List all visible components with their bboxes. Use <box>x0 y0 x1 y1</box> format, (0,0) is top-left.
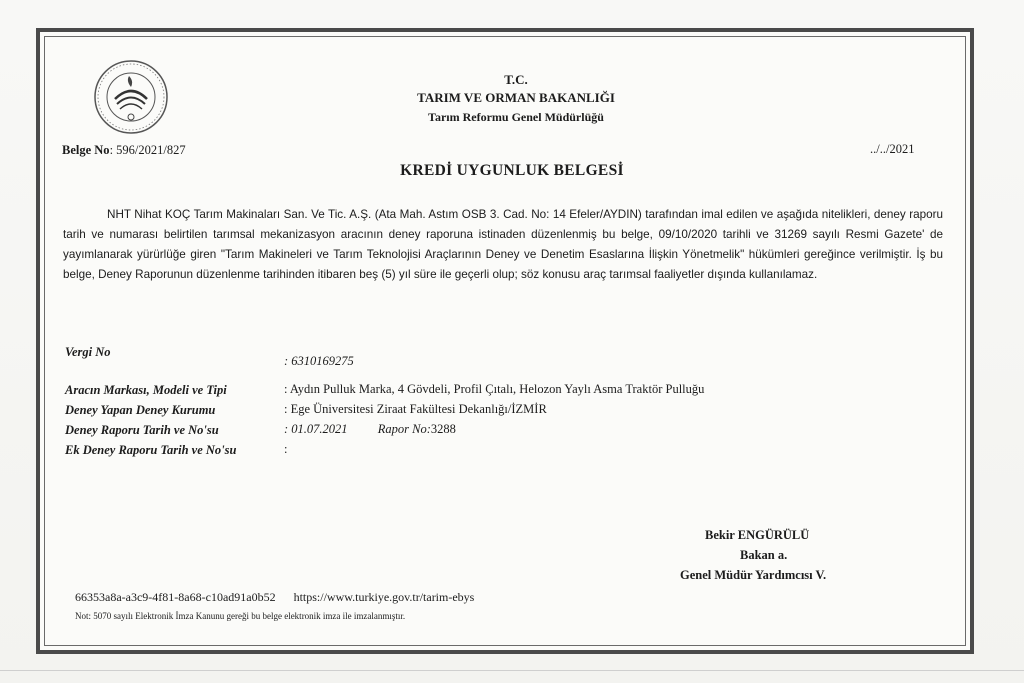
inner-border <box>44 36 966 646</box>
belge-no-label: Belge No <box>62 143 110 157</box>
signatory-name: Bekir ENGÜRÜLÜ <box>705 528 810 542</box>
belge-no <box>62 143 186 158</box>
belge-no-value: : 596/2021/827 <box>109 143 186 157</box>
marka-label: Aracın Markası, Modeli ve Tipi <box>65 383 227 397</box>
signatory-role-2: Genel Müdür Yardımcısı V. <box>680 568 827 582</box>
header-ministry: TARIM VE ORMAN BAKANLIĞI <box>417 90 615 105</box>
document-date: ../../2021 <box>870 142 915 156</box>
kurum-label: Deney Yapan Deney Kurumu <box>65 403 216 417</box>
marka-value: : Aydın Pulluk Marka, 4 Gövdeli, Profil Çıtalı, Helozon Yaylı Asma Traktör Pulluğu <box>284 382 705 396</box>
body-paragraph: NHT Nihat KOÇ Tarım Makinaları San. Ve Tic. A.Ş. (Ata Mah. Astım OSB 3. Cad. No: 14 Efeler/AYDIN) tarafından imal edilen ve aşağıda nitelikleri, deney raporu tarih ve numarası belirtilen tarımsal mekanizasyon aracının deney raporuna istinaden düzenlenmiş bu belge, 09/10/2020 tarihli ve 31269 sayılı Resmi Gazete' de yayımlanarak yürürlüğe giren "Tarım Makineleri ve Tarım Teknolojisi Araçlarının Deney ve Denetim Esaslarına İlişkin Yönetmelik" hükümleri gereğince verilmiştir. İş bu belge, Deney Raporunun düzenlenme tarihinden itibaren beş (5) yıl süre ile geçerli olup; söz konusu araç tarımsal faaliyetler dışında kullanılamaz. <box>63 208 943 281</box>
rapor-value <box>284 422 456 437</box>
kurum-value: : Ege Üniversitesi Ziraat Fakültesi Dekanlığı/İZMİR <box>284 402 547 416</box>
ek-rapor-label: Ek Deney Raporu Tarih ve No'su <box>65 443 237 457</box>
document-title: KREDİ UYGUNLUK BELGESİ <box>400 162 624 179</box>
rapor-label: Deney Raporu Tarih ve No'su <box>65 423 219 437</box>
vergi-label: Vergi No <box>65 345 111 359</box>
verification-hash: 66353a8a-a3c9-4f81-8a68-c10ad91a0b52 <box>75 590 276 604</box>
rapor-no-label: Rapor No: <box>377 422 431 436</box>
verification-url[interactable]: https://www.turkiye.gov.tr/tarim-ebys <box>293 590 475 604</box>
header-directorate: Tarım Reformu Genel Müdürlüğü <box>428 110 604 124</box>
scan-edge-line <box>0 670 1024 671</box>
verification-line <box>75 590 474 605</box>
vergi-value: : 6310169275 <box>284 354 354 368</box>
rapor-date: : 01.07.2021 <box>284 422 348 436</box>
signatory-role-1: Bakan a. <box>740 548 788 562</box>
ek-rapor-value: : <box>284 442 288 456</box>
e-signature-note: Not: 5070 sayılı Elektronik İmza Kanunu gereği bu belge elektronik imza ile imzalanmıştır. <box>75 611 406 621</box>
header-tc: T.C. <box>504 72 528 87</box>
rapor-no-value: 3288 <box>430 422 456 436</box>
